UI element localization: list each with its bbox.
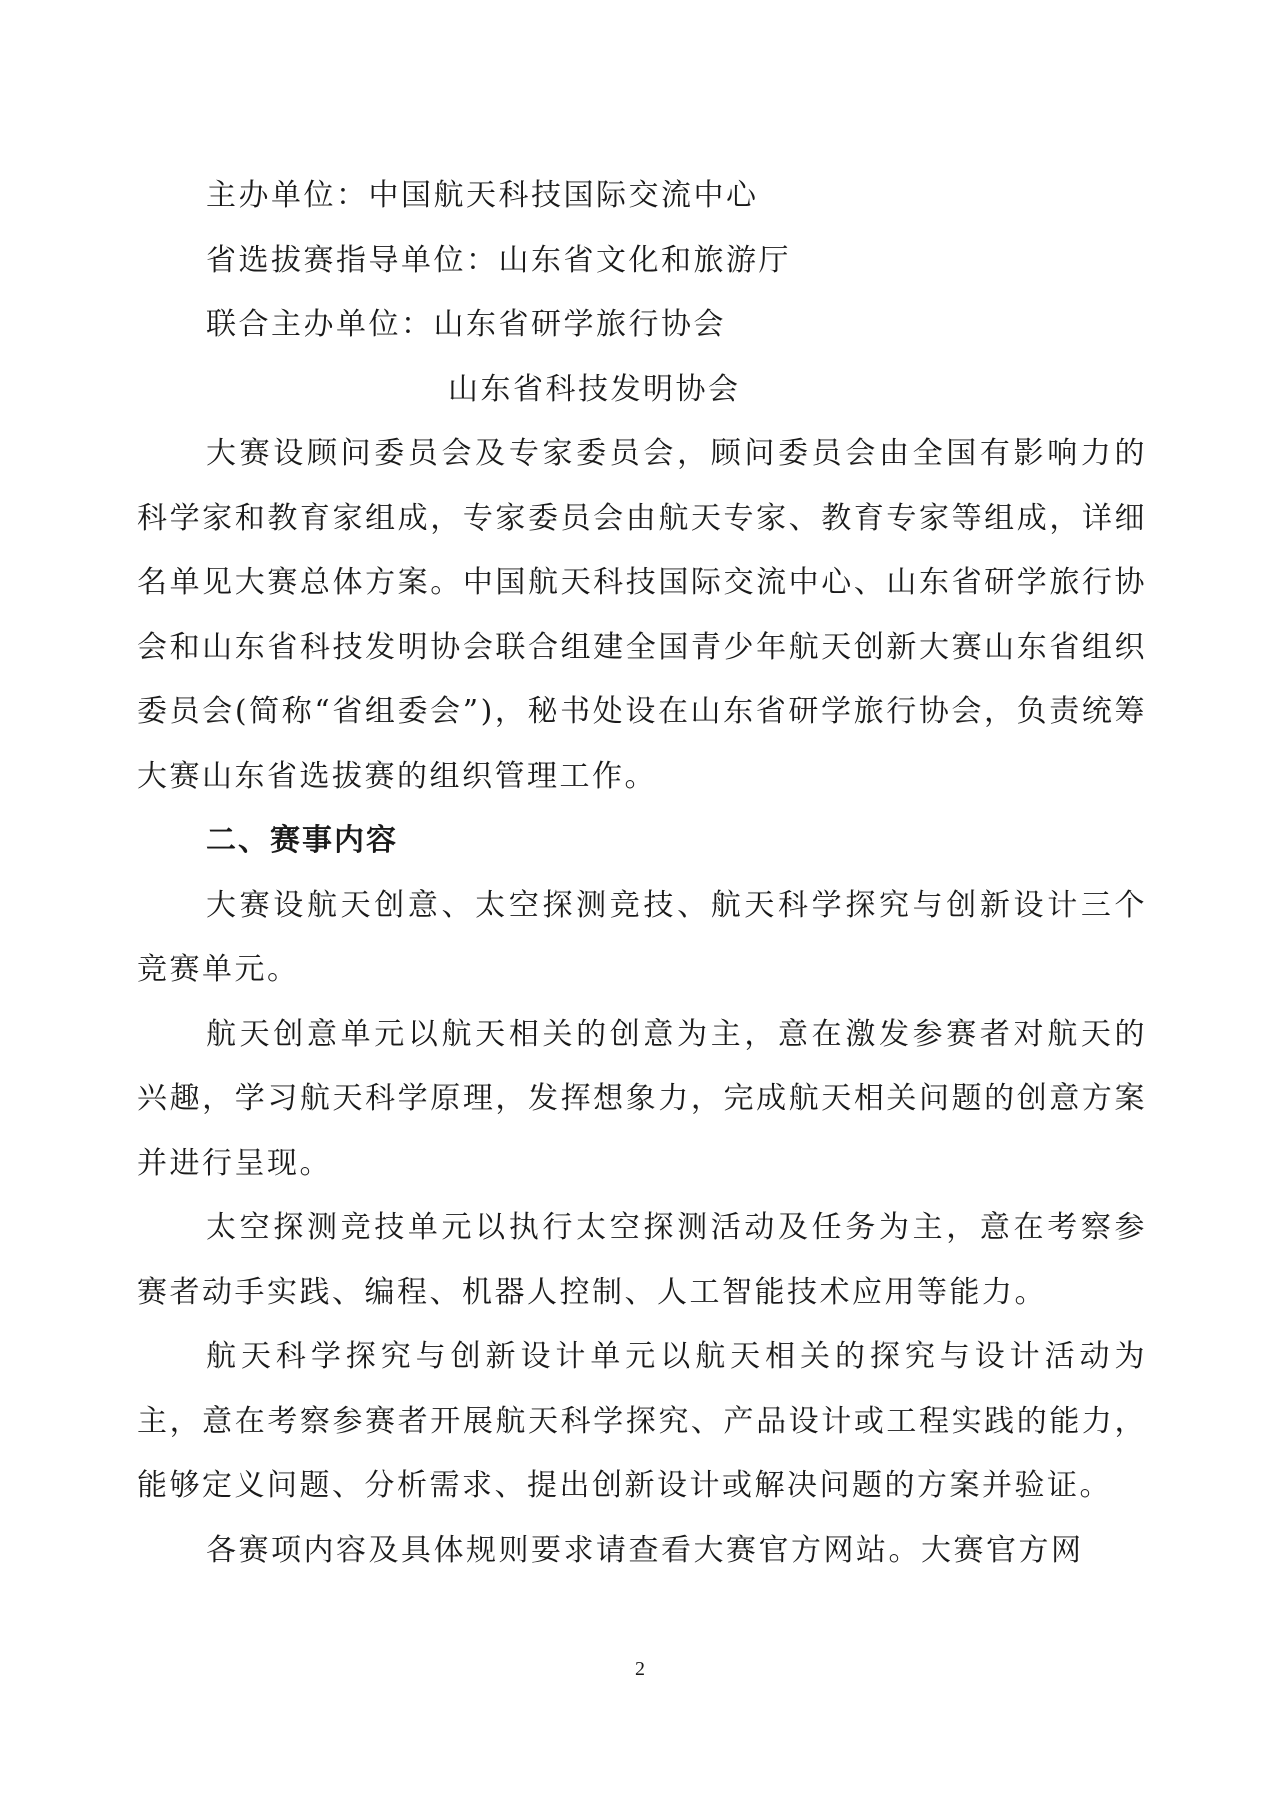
exploration-unit-paragraph: 太空探测竞技单元以执行太空探测活动及任务为主，意在考察参赛者动手实践、编程、机器人控制、人工智能技术应用等能力。 — [137, 1210, 1147, 1310]
section-heading-event-content: 二、赛事内容 — [206, 823, 398, 858]
science-unit-paragraph: 航天科学探究与创新设计单元以航天相关的探究与设计活动为主，意在考察参赛者开展航天科学探究、产品设计或工程实践的能力，能够定义问题、分析需求、提出创新设计或解决问题的方案并验证。 — [137, 1339, 1147, 1503]
guide-unit-line: 省选拔赛指导单位：山东省文化和旅游厅 — [206, 242, 791, 278]
document-body — [137, 164, 1147, 1583]
rules-paragraph: 各赛项内容及具体规则要求请查看大赛官方网站。大赛官方网 — [206, 1532, 1084, 1568]
co-host-unit-line: 联合主办单位：山东省研学旅行协会 — [206, 307, 726, 342]
creative-unit-paragraph: 航天创意单元以航天相关的创意为主，意在激发参赛者对航天的兴趣，学习航天科学原理，发挥想象力，完成航天相关问题的创意方案并进行呈现。 — [137, 1016, 1147, 1181]
host-unit-line: 主办单位：中国航天科技国际交流中心 — [206, 178, 759, 213]
co-host-unit-line-2: 山东省科技发明协会 — [448, 371, 741, 407]
committee-paragraph: 大赛设顾问委员会及专家委员会，顾问委员会由全国有影响力的科学家和教育家组成，专家委员会由航天专家、教育专家等组成，详细名单见大赛总体方案。中国航天科技国际交流中心、山东省研学旅行协会和山东省科技发明协会联合组建全国青少年航天创新大赛山东省组织委员会(简称“省组委会”)，秘书处设在山东省研学旅行协会，负责统筹大赛山东省选拔赛的组织管理工作。 — [137, 436, 1147, 794]
units-intro-paragraph: 大赛设航天创意、太空探测竞技、航天科学探究与创新设计三个竞赛单元。 — [137, 887, 1147, 987]
page-number: 2 — [635, 1658, 645, 1680]
